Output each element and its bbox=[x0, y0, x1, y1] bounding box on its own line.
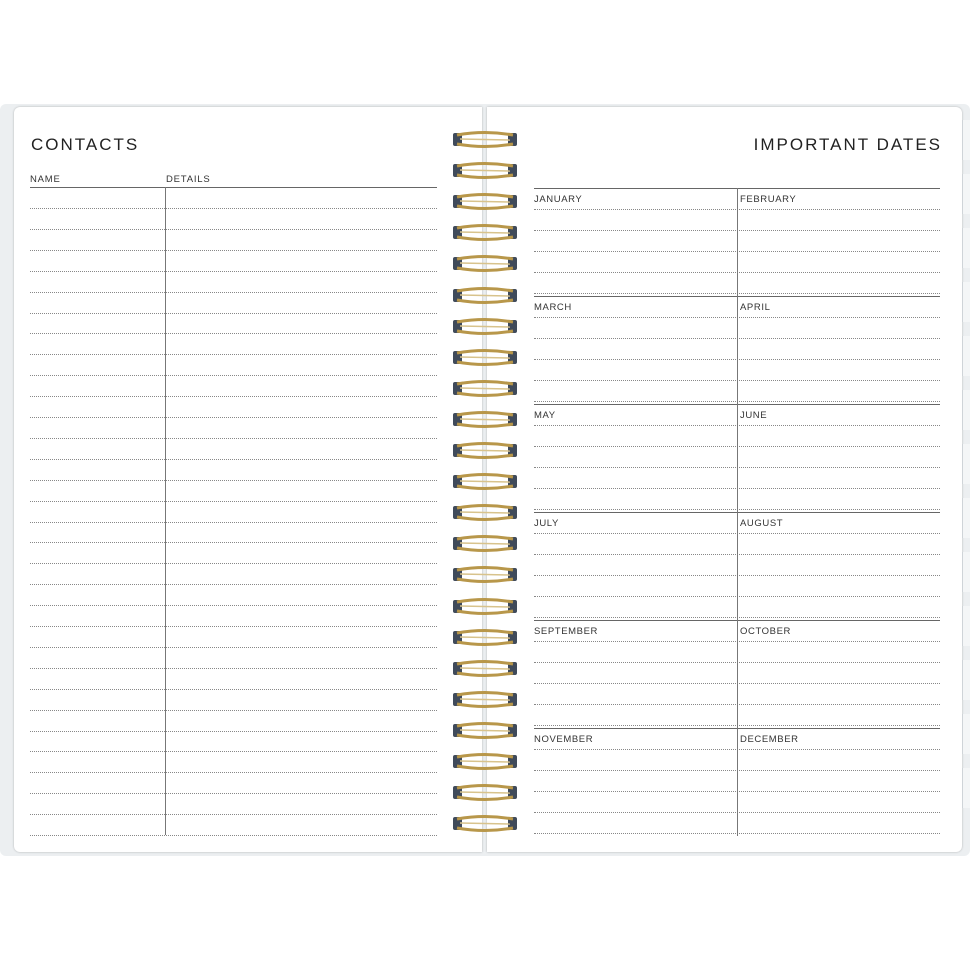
contact-row-line bbox=[30, 522, 437, 523]
spiral-ring bbox=[452, 441, 518, 461]
contact-row-line bbox=[30, 584, 437, 585]
spiral-ring bbox=[452, 534, 518, 554]
spiral-ring bbox=[452, 286, 518, 306]
divider-tab bbox=[962, 120, 970, 160]
page-title: IMPORTANT DATES bbox=[753, 135, 942, 154]
column-header-name: NAME bbox=[30, 174, 61, 185]
contact-row-line bbox=[30, 375, 437, 376]
spiral-ring bbox=[452, 348, 518, 368]
contact-row-line bbox=[30, 689, 437, 690]
month-column-divider bbox=[737, 188, 738, 836]
spiral-ring bbox=[452, 659, 518, 679]
contact-row-line bbox=[30, 605, 437, 606]
month-label: JUNE bbox=[740, 410, 768, 421]
contact-row-line bbox=[30, 438, 437, 439]
month-label: JULY bbox=[534, 518, 559, 529]
divider-tab bbox=[962, 282, 970, 322]
page-title: CONTACTS bbox=[31, 135, 140, 154]
contact-row-line bbox=[30, 459, 437, 460]
spiral-ring bbox=[452, 503, 518, 523]
contact-row-line bbox=[30, 668, 437, 669]
contact-row-line bbox=[30, 354, 437, 355]
contact-row-line bbox=[30, 814, 437, 815]
spiral-ring bbox=[452, 317, 518, 337]
divider-tab bbox=[962, 228, 970, 268]
contact-row-line bbox=[30, 647, 437, 648]
column-divider bbox=[165, 187, 166, 835]
contact-row-line bbox=[30, 501, 437, 502]
spiral-ring bbox=[452, 192, 518, 212]
spiral-ring bbox=[452, 690, 518, 710]
spiral-ring bbox=[452, 472, 518, 492]
spiral-ring bbox=[452, 597, 518, 617]
divider-tab bbox=[962, 444, 970, 484]
divider-tab bbox=[962, 606, 970, 646]
divider-tab bbox=[962, 498, 970, 538]
spiral-ring bbox=[452, 721, 518, 741]
contact-row-line bbox=[30, 542, 437, 543]
contact-row-line bbox=[30, 396, 437, 397]
spiral-ring bbox=[452, 783, 518, 803]
contact-row-line bbox=[30, 710, 437, 711]
month-label: MAY bbox=[534, 410, 556, 421]
month-label: FEBRUARY bbox=[740, 194, 797, 205]
contact-row-line bbox=[30, 480, 437, 481]
contact-row-line bbox=[30, 313, 437, 314]
contact-row-line bbox=[30, 563, 437, 564]
spiral-ring bbox=[452, 130, 518, 150]
divider-tab bbox=[962, 390, 970, 430]
contact-row-line bbox=[30, 417, 437, 418]
contact-row-line bbox=[30, 292, 437, 293]
contacts-page bbox=[14, 107, 482, 852]
divider-tab bbox=[962, 336, 970, 376]
contact-row-line bbox=[30, 793, 437, 794]
divider-tab bbox=[962, 714, 970, 754]
spiral-ring bbox=[452, 254, 518, 274]
month-label: AUGUST bbox=[740, 518, 784, 529]
contact-row-line bbox=[30, 250, 437, 251]
spiral-ring bbox=[452, 379, 518, 399]
divider-tab bbox=[962, 174, 970, 214]
contact-row-line bbox=[30, 835, 437, 836]
spiral-ring bbox=[452, 161, 518, 181]
spiral-ring bbox=[452, 752, 518, 772]
contact-row-line bbox=[30, 229, 437, 230]
spiral-ring bbox=[452, 410, 518, 430]
divider-tab bbox=[962, 552, 970, 592]
spiral-binding bbox=[452, 130, 518, 845]
month-label: SEPTEMBER bbox=[534, 626, 598, 637]
contact-row-line bbox=[30, 271, 437, 272]
contact-row-line bbox=[30, 208, 437, 209]
month-label: APRIL bbox=[740, 302, 771, 313]
contact-row-line bbox=[30, 751, 437, 752]
month-label: JANUARY bbox=[534, 194, 583, 205]
month-label: DECEMBER bbox=[740, 734, 799, 745]
header-rule bbox=[30, 187, 437, 188]
divider-tab bbox=[962, 660, 970, 700]
spiral-ring bbox=[452, 565, 518, 585]
spiral-ring bbox=[452, 628, 518, 648]
month-label: OCTOBER bbox=[740, 626, 792, 637]
month-label: NOVEMBER bbox=[534, 734, 594, 745]
spiral-ring bbox=[452, 814, 518, 834]
page-tabs bbox=[962, 120, 970, 840]
month-label: MARCH bbox=[534, 302, 572, 313]
contact-row-line bbox=[30, 626, 437, 627]
contact-row-line bbox=[30, 772, 437, 773]
important-dates-page bbox=[487, 107, 962, 852]
contact-row-line bbox=[30, 731, 437, 732]
divider-tab bbox=[962, 768, 970, 808]
contact-row-line bbox=[30, 333, 437, 334]
column-header-details: DETAILS bbox=[166, 174, 211, 185]
spiral-ring bbox=[452, 223, 518, 243]
